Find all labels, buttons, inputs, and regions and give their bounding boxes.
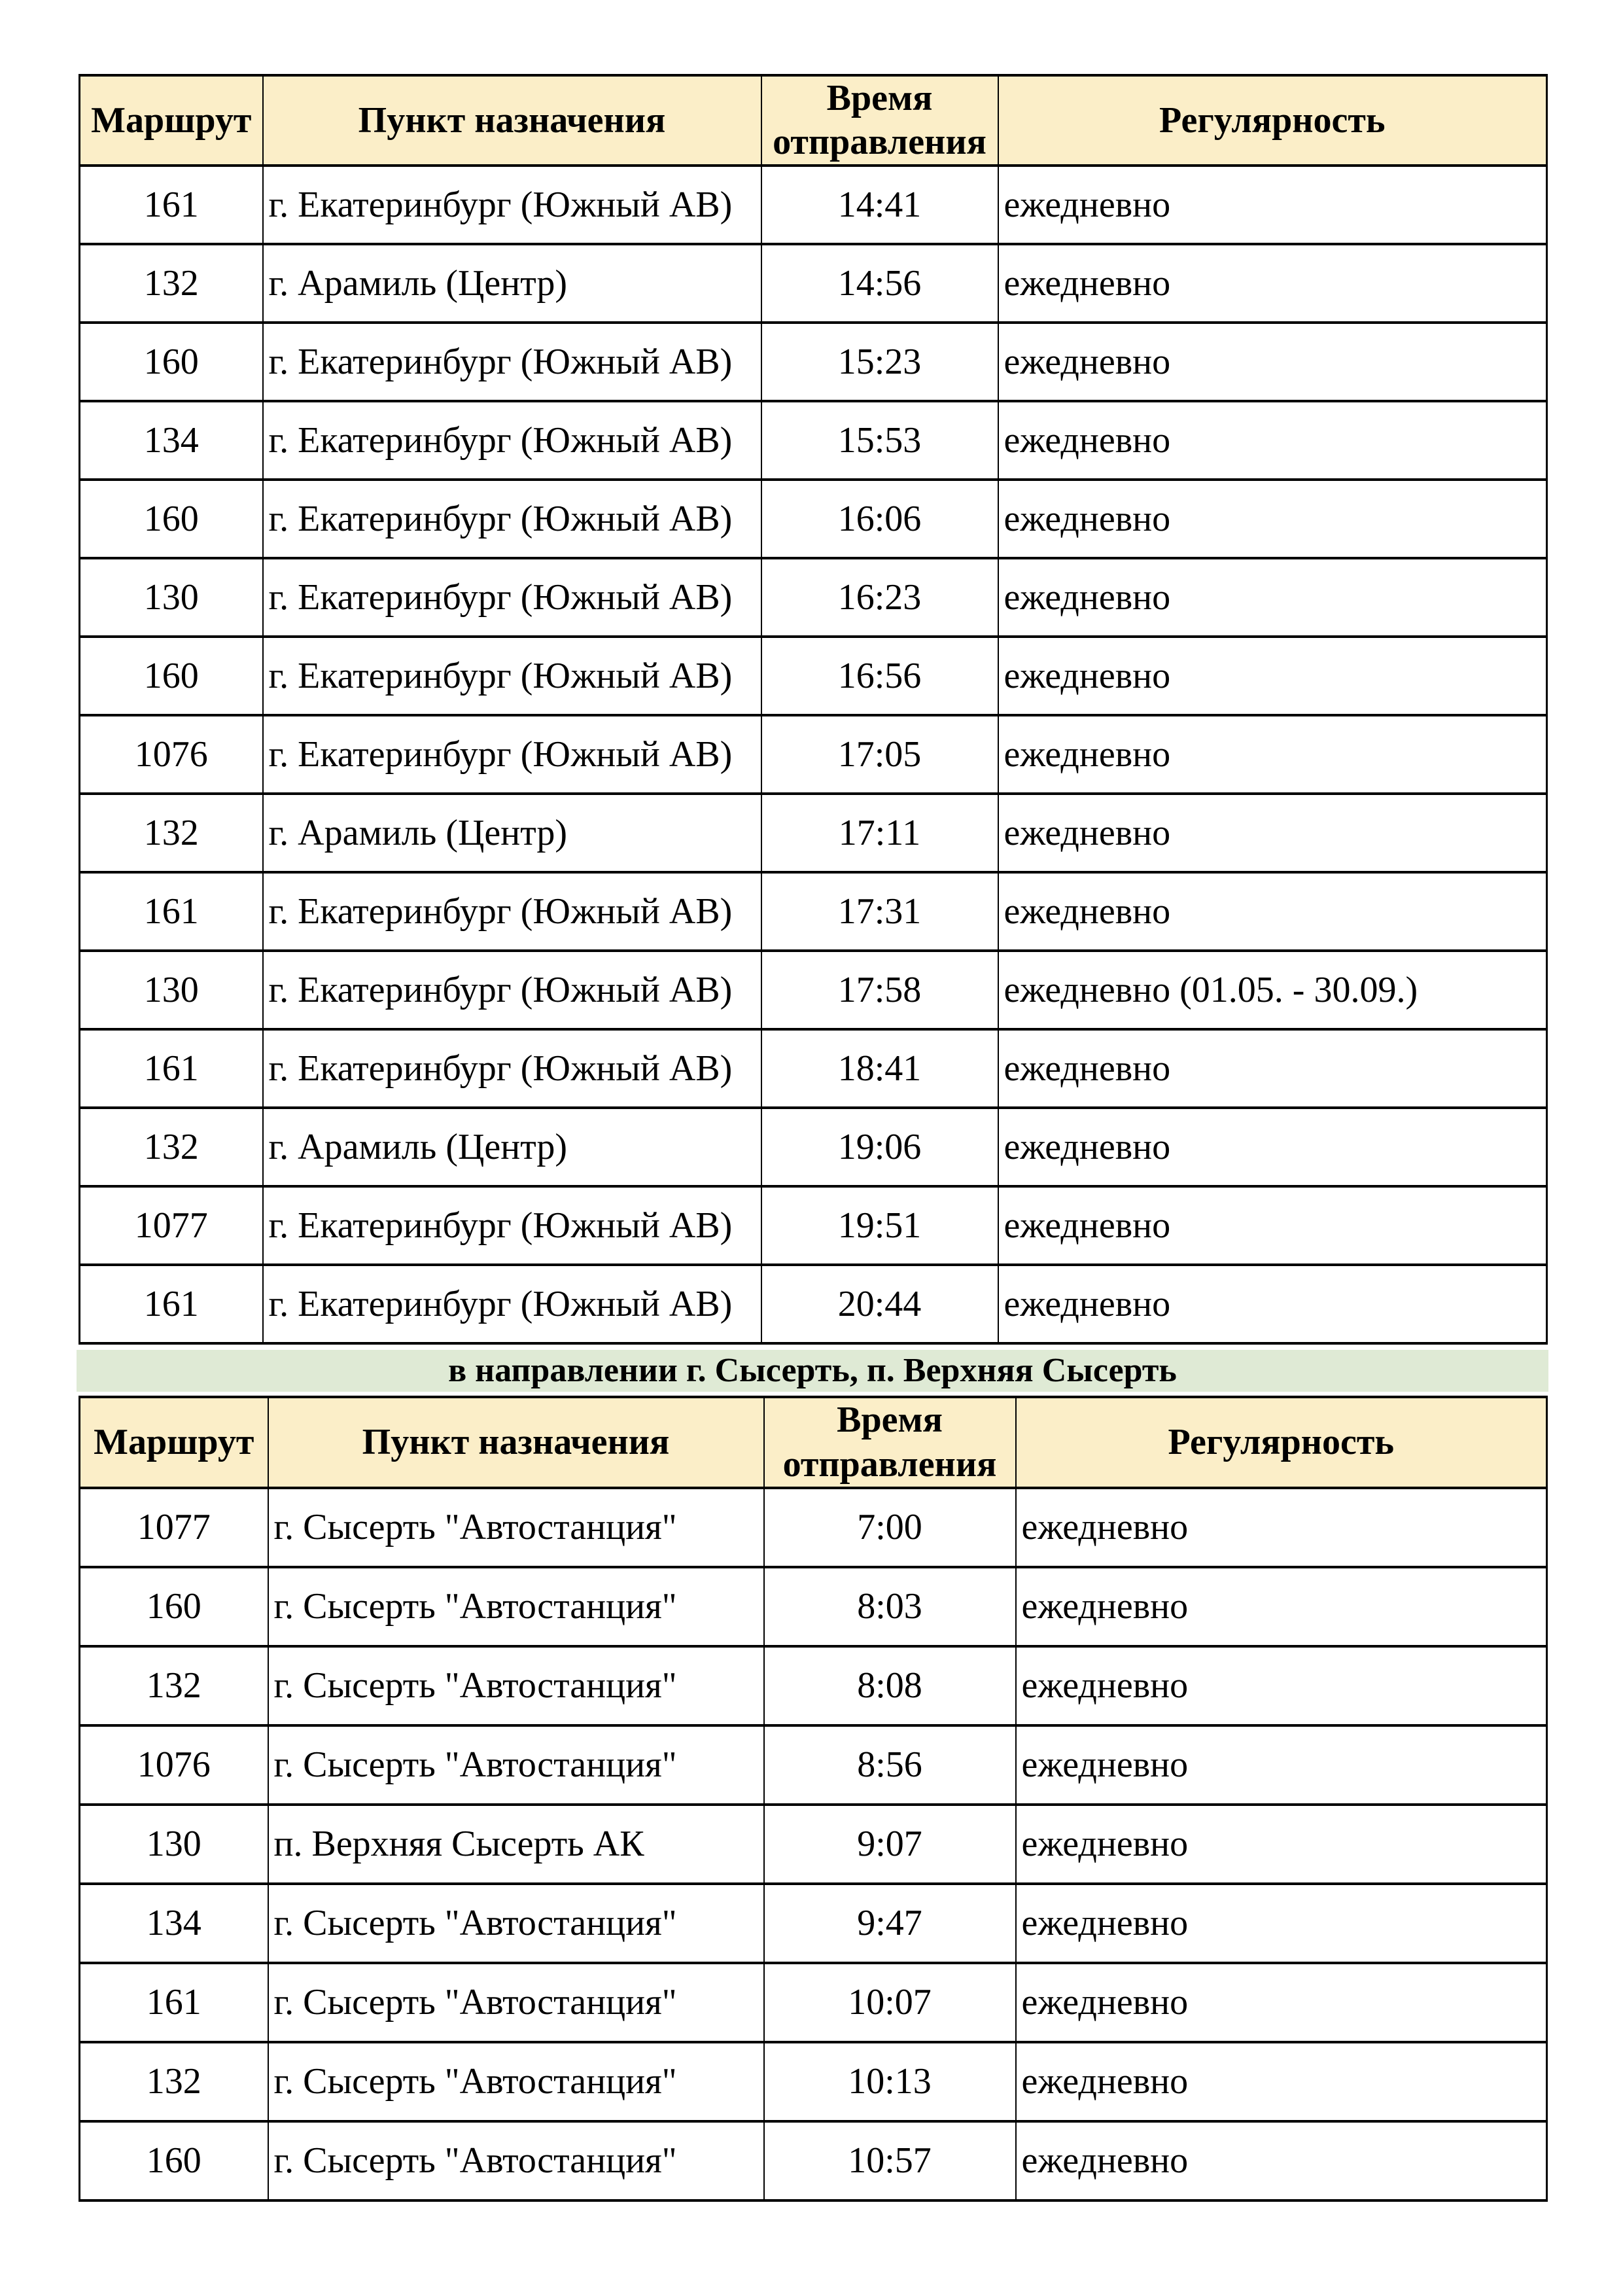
table-row	[80, 2121, 1547, 2200]
destination-cell: г. Екатеринбург (Южный АВ)	[263, 401, 761, 480]
destination-cell: г. Сысерть "Автостанция"	[268, 1646, 764, 1725]
time-cell: 20:44	[761, 1265, 998, 1343]
destination-cell: г. Сысерть "Автостанция"	[268, 1488, 764, 1567]
route-cell: 1077	[80, 1186, 263, 1265]
time-cell: 8:08	[764, 1646, 1016, 1725]
regularity-cell: ежедневно	[998, 480, 1547, 558]
destination-cell: г. Екатеринбург (Южный АВ)	[263, 323, 761, 401]
regularity-cell: ежедневно	[998, 244, 1547, 323]
time-cell: 19:51	[761, 1186, 998, 1265]
route-cell: 132	[80, 2042, 268, 2121]
destination-cell: г. Сысерть "Автостанция"	[268, 2121, 764, 2200]
table-row	[80, 2042, 1547, 2121]
destination-cell: г. Екатеринбург (Южный АВ)	[263, 637, 761, 715]
regularity-cell: ежедневно	[998, 1108, 1547, 1186]
route-cell: 160	[80, 323, 263, 401]
table-body	[80, 1488, 1547, 2200]
regularity-cell: ежедневно	[998, 1029, 1547, 1108]
table-row	[80, 323, 1547, 401]
regularity-cell: ежедневно	[998, 1265, 1547, 1343]
regularity-cell: ежедневно	[998, 794, 1547, 872]
section-banner-sysert-direction: в направлении г. Сысерть, п. Верхняя Сысерть	[77, 1350, 1548, 1392]
destination-cell: г. Сысерть "Автостанция"	[268, 2042, 764, 2121]
table-header	[80, 1397, 1547, 1487]
table-row	[80, 951, 1547, 1029]
destination-cell: г. Екатеринбург (Южный АВ)	[263, 715, 761, 794]
destination-cell: г. Екатеринбург (Южный АВ)	[263, 872, 761, 951]
route-cell: 134	[80, 401, 263, 480]
departures-table-to-ekaterinburg	[79, 74, 1548, 1345]
route-cell: 160	[80, 637, 263, 715]
regularity-cell: ежедневно	[998, 401, 1547, 480]
table-body	[80, 166, 1547, 1343]
header-regularity: Регулярность	[1016, 1397, 1547, 1487]
time-cell: 7:00	[764, 1488, 1016, 1567]
regularity-cell: ежедневно	[1016, 2121, 1547, 2200]
time-cell: 16:56	[761, 637, 998, 715]
route-cell: 132	[80, 1108, 263, 1186]
regularity-cell: ежедневно	[1016, 1884, 1547, 1963]
table-row	[80, 166, 1547, 244]
route-cell: 130	[80, 951, 263, 1029]
time-cell: 17:11	[761, 794, 998, 872]
header-regularity: Регулярность	[998, 75, 1547, 166]
destination-cell: г. Екатеринбург (Южный АВ)	[263, 558, 761, 637]
header-destination: Пункт назначения	[263, 75, 761, 166]
time-cell: 15:53	[761, 401, 998, 480]
route-cell: 132	[80, 1646, 268, 1725]
destination-cell: г. Арамиль (Центр)	[263, 1108, 761, 1186]
regularity-cell: ежедневно	[1016, 1488, 1547, 1567]
destination-cell: г. Екатеринбург (Южный АВ)	[263, 951, 761, 1029]
destination-cell: г. Екатеринбург (Южный АВ)	[263, 480, 761, 558]
table-row	[80, 1186, 1547, 1265]
table-row	[80, 1646, 1547, 1725]
header-departure-time: Время отправления	[761, 75, 998, 166]
table-row	[80, 1884, 1547, 1963]
time-cell: 17:05	[761, 715, 998, 794]
time-cell: 9:07	[764, 1805, 1016, 1884]
table-row	[80, 1963, 1547, 2042]
route-cell: 161	[80, 1029, 263, 1108]
header-route: Маршрут	[80, 1397, 268, 1487]
destination-cell: г. Сысерть "Автостанция"	[268, 1884, 764, 1963]
time-cell: 8:56	[764, 1725, 1016, 1805]
route-cell: 161	[80, 1963, 268, 2042]
time-cell: 16:06	[761, 480, 998, 558]
regularity-cell: ежедневно	[1016, 2042, 1547, 2121]
destination-cell: г. Сысерть "Автостанция"	[268, 1963, 764, 2042]
route-cell: 161	[80, 1265, 263, 1343]
header-row	[80, 75, 1547, 166]
route-cell: 1076	[80, 715, 263, 794]
header-row	[80, 1397, 1547, 1487]
route-cell: 161	[80, 872, 263, 951]
regularity-cell: ежедневно	[998, 637, 1547, 715]
time-cell: 14:41	[761, 166, 998, 244]
destination-cell: г. Арамиль (Центр)	[263, 244, 761, 323]
table-row	[80, 480, 1547, 558]
route-cell: 1077	[80, 1488, 268, 1567]
regularity-cell: ежедневно	[998, 715, 1547, 794]
table-row	[80, 244, 1547, 323]
header-departure-time: Время отправления	[764, 1397, 1016, 1487]
table-row	[80, 1567, 1547, 1646]
table-row	[80, 1725, 1547, 1805]
header-route: Маршрут	[80, 75, 263, 166]
table-row	[80, 715, 1547, 794]
departures-table-to-sysert	[79, 1396, 1548, 2201]
time-cell: 17:31	[761, 872, 998, 951]
destination-cell: г. Сысерть "Автостанция"	[268, 1567, 764, 1646]
destination-cell: г. Екатеринбург (Южный АВ)	[263, 1186, 761, 1265]
route-cell: 160	[80, 1567, 268, 1646]
table-row	[80, 872, 1547, 951]
regularity-cell: ежедневно	[998, 558, 1547, 637]
route-cell: 161	[80, 166, 263, 244]
route-cell: 132	[80, 794, 263, 872]
table-row	[80, 1805, 1547, 1884]
regularity-cell: ежедневно	[998, 166, 1547, 244]
regularity-cell: ежедневно	[998, 323, 1547, 401]
route-cell: 130	[80, 558, 263, 637]
destination-cell: г. Сысерть "Автостанция"	[268, 1725, 764, 1805]
regularity-cell: ежедневно	[1016, 1963, 1547, 2042]
time-cell: 14:56	[761, 244, 998, 323]
time-cell: 8:03	[764, 1567, 1016, 1646]
regularity-cell: ежедневно (01.05. - 30.09.)	[998, 951, 1547, 1029]
regularity-cell: ежедневно	[998, 1186, 1547, 1265]
table-row	[80, 1488, 1547, 1567]
destination-cell: г. Екатеринбург (Южный АВ)	[263, 1029, 761, 1108]
destination-cell: г. Арамиль (Центр)	[263, 794, 761, 872]
destination-cell: п. Верхняя Сысерть АК	[268, 1805, 764, 1884]
regularity-cell: ежедневно	[1016, 1567, 1547, 1646]
time-cell: 18:41	[761, 1029, 998, 1108]
time-cell: 10:07	[764, 1963, 1016, 2042]
time-cell: 9:47	[764, 1884, 1016, 1963]
route-cell: 160	[80, 480, 263, 558]
table-row	[80, 1029, 1547, 1108]
time-cell: 19:06	[761, 1108, 998, 1186]
time-cell: 16:23	[761, 558, 998, 637]
table-row	[80, 1108, 1547, 1186]
route-cell: 134	[80, 1884, 268, 1963]
table-row	[80, 637, 1547, 715]
table-row	[80, 794, 1547, 872]
time-cell: 17:58	[761, 951, 998, 1029]
table-header	[80, 75, 1547, 166]
route-cell: 132	[80, 244, 263, 323]
time-cell: 10:57	[764, 2121, 1016, 2200]
header-destination: Пункт назначения	[268, 1397, 764, 1487]
time-cell: 15:23	[761, 323, 998, 401]
table-row	[80, 558, 1547, 637]
table-row	[80, 1265, 1547, 1343]
route-cell: 1076	[80, 1725, 268, 1805]
route-cell: 160	[80, 2121, 268, 2200]
destination-cell: г. Екатеринбург (Южный АВ)	[263, 1265, 761, 1343]
regularity-cell: ежедневно	[1016, 1646, 1547, 1725]
regularity-cell: ежедневно	[1016, 1725, 1547, 1805]
time-cell: 10:13	[764, 2042, 1016, 2121]
regularity-cell: ежедневно	[998, 872, 1547, 951]
regularity-cell: ежедневно	[1016, 1805, 1547, 1884]
table-row	[80, 401, 1547, 480]
destination-cell: г. Екатеринбург (Южный АВ)	[263, 166, 761, 244]
route-cell: 130	[80, 1805, 268, 1884]
